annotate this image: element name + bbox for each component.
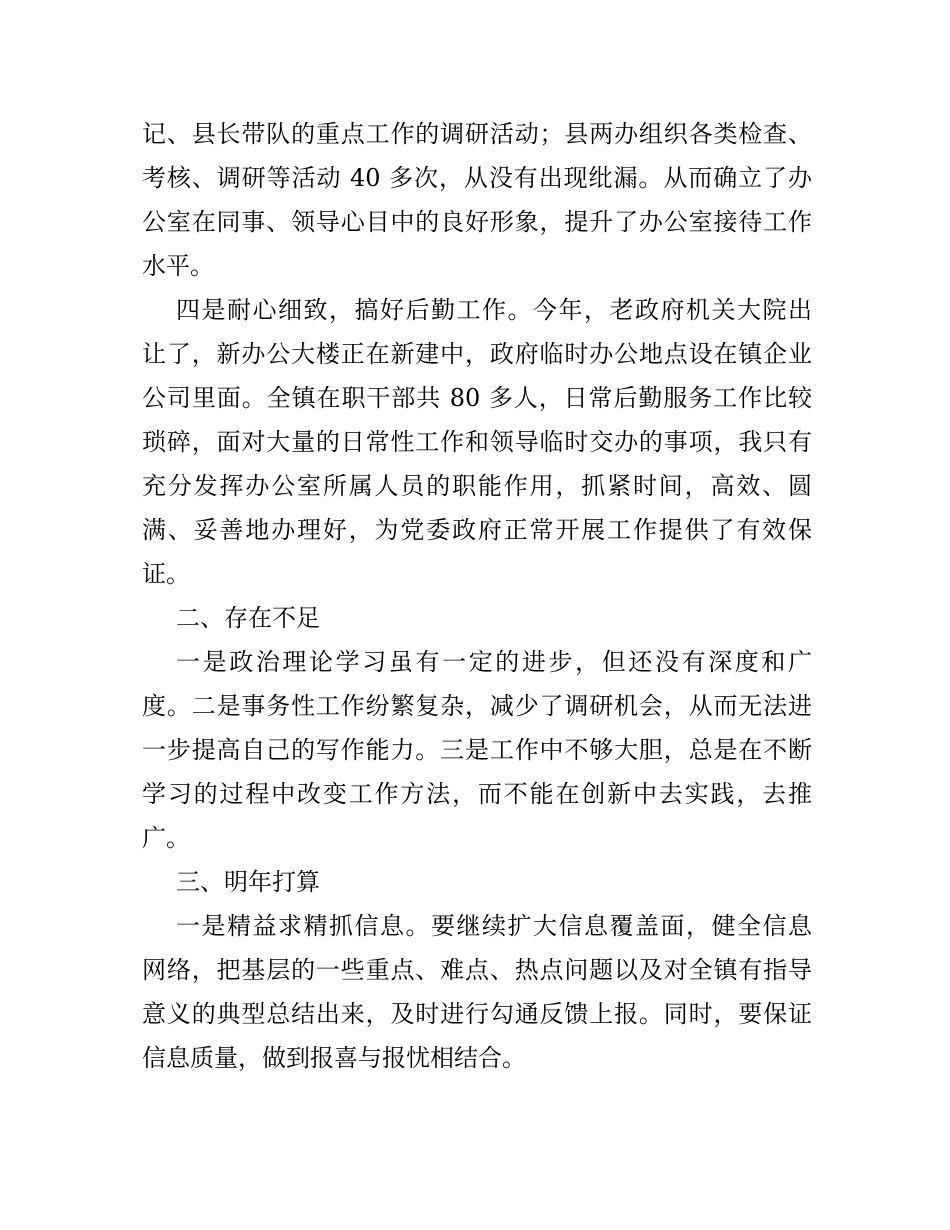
text-line: 四是耐心细致，搞好后勤工作。今年，老政府机关大院出 [176,296,812,324]
text-line: 网络，把基层的一些重点、难点、热点问题以及对全镇有指导 [142,956,812,984]
section-heading: 二、存在不足 [176,604,320,632]
text-line: 一步提高自己的写作能力。三是工作中不够大胆，总是在不断 [142,736,812,764]
text-line: 公室在同事、领导心目中的良好形象，提升了办公室接待工作 [142,208,812,236]
text-line: 信息质量，做到报喜与报忧相结合。 [142,1044,526,1072]
text-line: 水平。 [142,252,214,280]
paragraph-shortcomings [142,640,812,860]
text-line: 让了，新办公大楼正在新建中，政府临时办公地点设在镇企业 [142,340,812,368]
text-line: 学习的过程中改变工作方法，而不能在创新中去实践，去推 [142,780,812,808]
text-line: 满、妥善地办理好，为党委政府正常开展工作提供了有效保 [142,516,812,544]
paragraph-reception-work [142,112,812,288]
text-line: 一是精益求精抓信息。要继续扩大信息覆盖面，健全信息 [176,912,812,940]
text-line: 一是政治理论学习虽有一定的进步，但还没有深度和广 [176,648,812,676]
text-line: 证。 [142,560,190,588]
text-line: 度。二是事务性工作纷繁复杂，减少了调研机会，从而无法进 [142,692,812,720]
text-line: 充分发挥办公室所属人员的职能作用，抓紧时间，高效、圆 [142,472,812,500]
section-heading-shortcomings [142,596,812,640]
text-line: 广。 [142,824,190,852]
paragraph-information-work [142,904,812,1080]
text-line: 意义的典型总结出来，及时进行勾通反馈上报。同时，要保证 [142,1000,812,1028]
section-heading: 三、明年打算 [176,868,320,896]
section-heading-next-year-plan [142,860,812,904]
text-line: 琐碎，面对大量的日常性工作和领导临时交办的事项，我只有 [142,428,812,456]
text-line: 公司里面。全镇在职干部共 80 多人，日常后勤服务工作比较 [142,384,812,412]
text-line: 记、县长带队的重点工作的调研活动；县两办组织各类检查、 [142,120,812,148]
paragraph-logistics-work [142,288,812,596]
document-page [142,112,812,1080]
text-line: 考核、调研等活动 40 多次，从没有出现纰漏。从而确立了办 [142,164,812,192]
